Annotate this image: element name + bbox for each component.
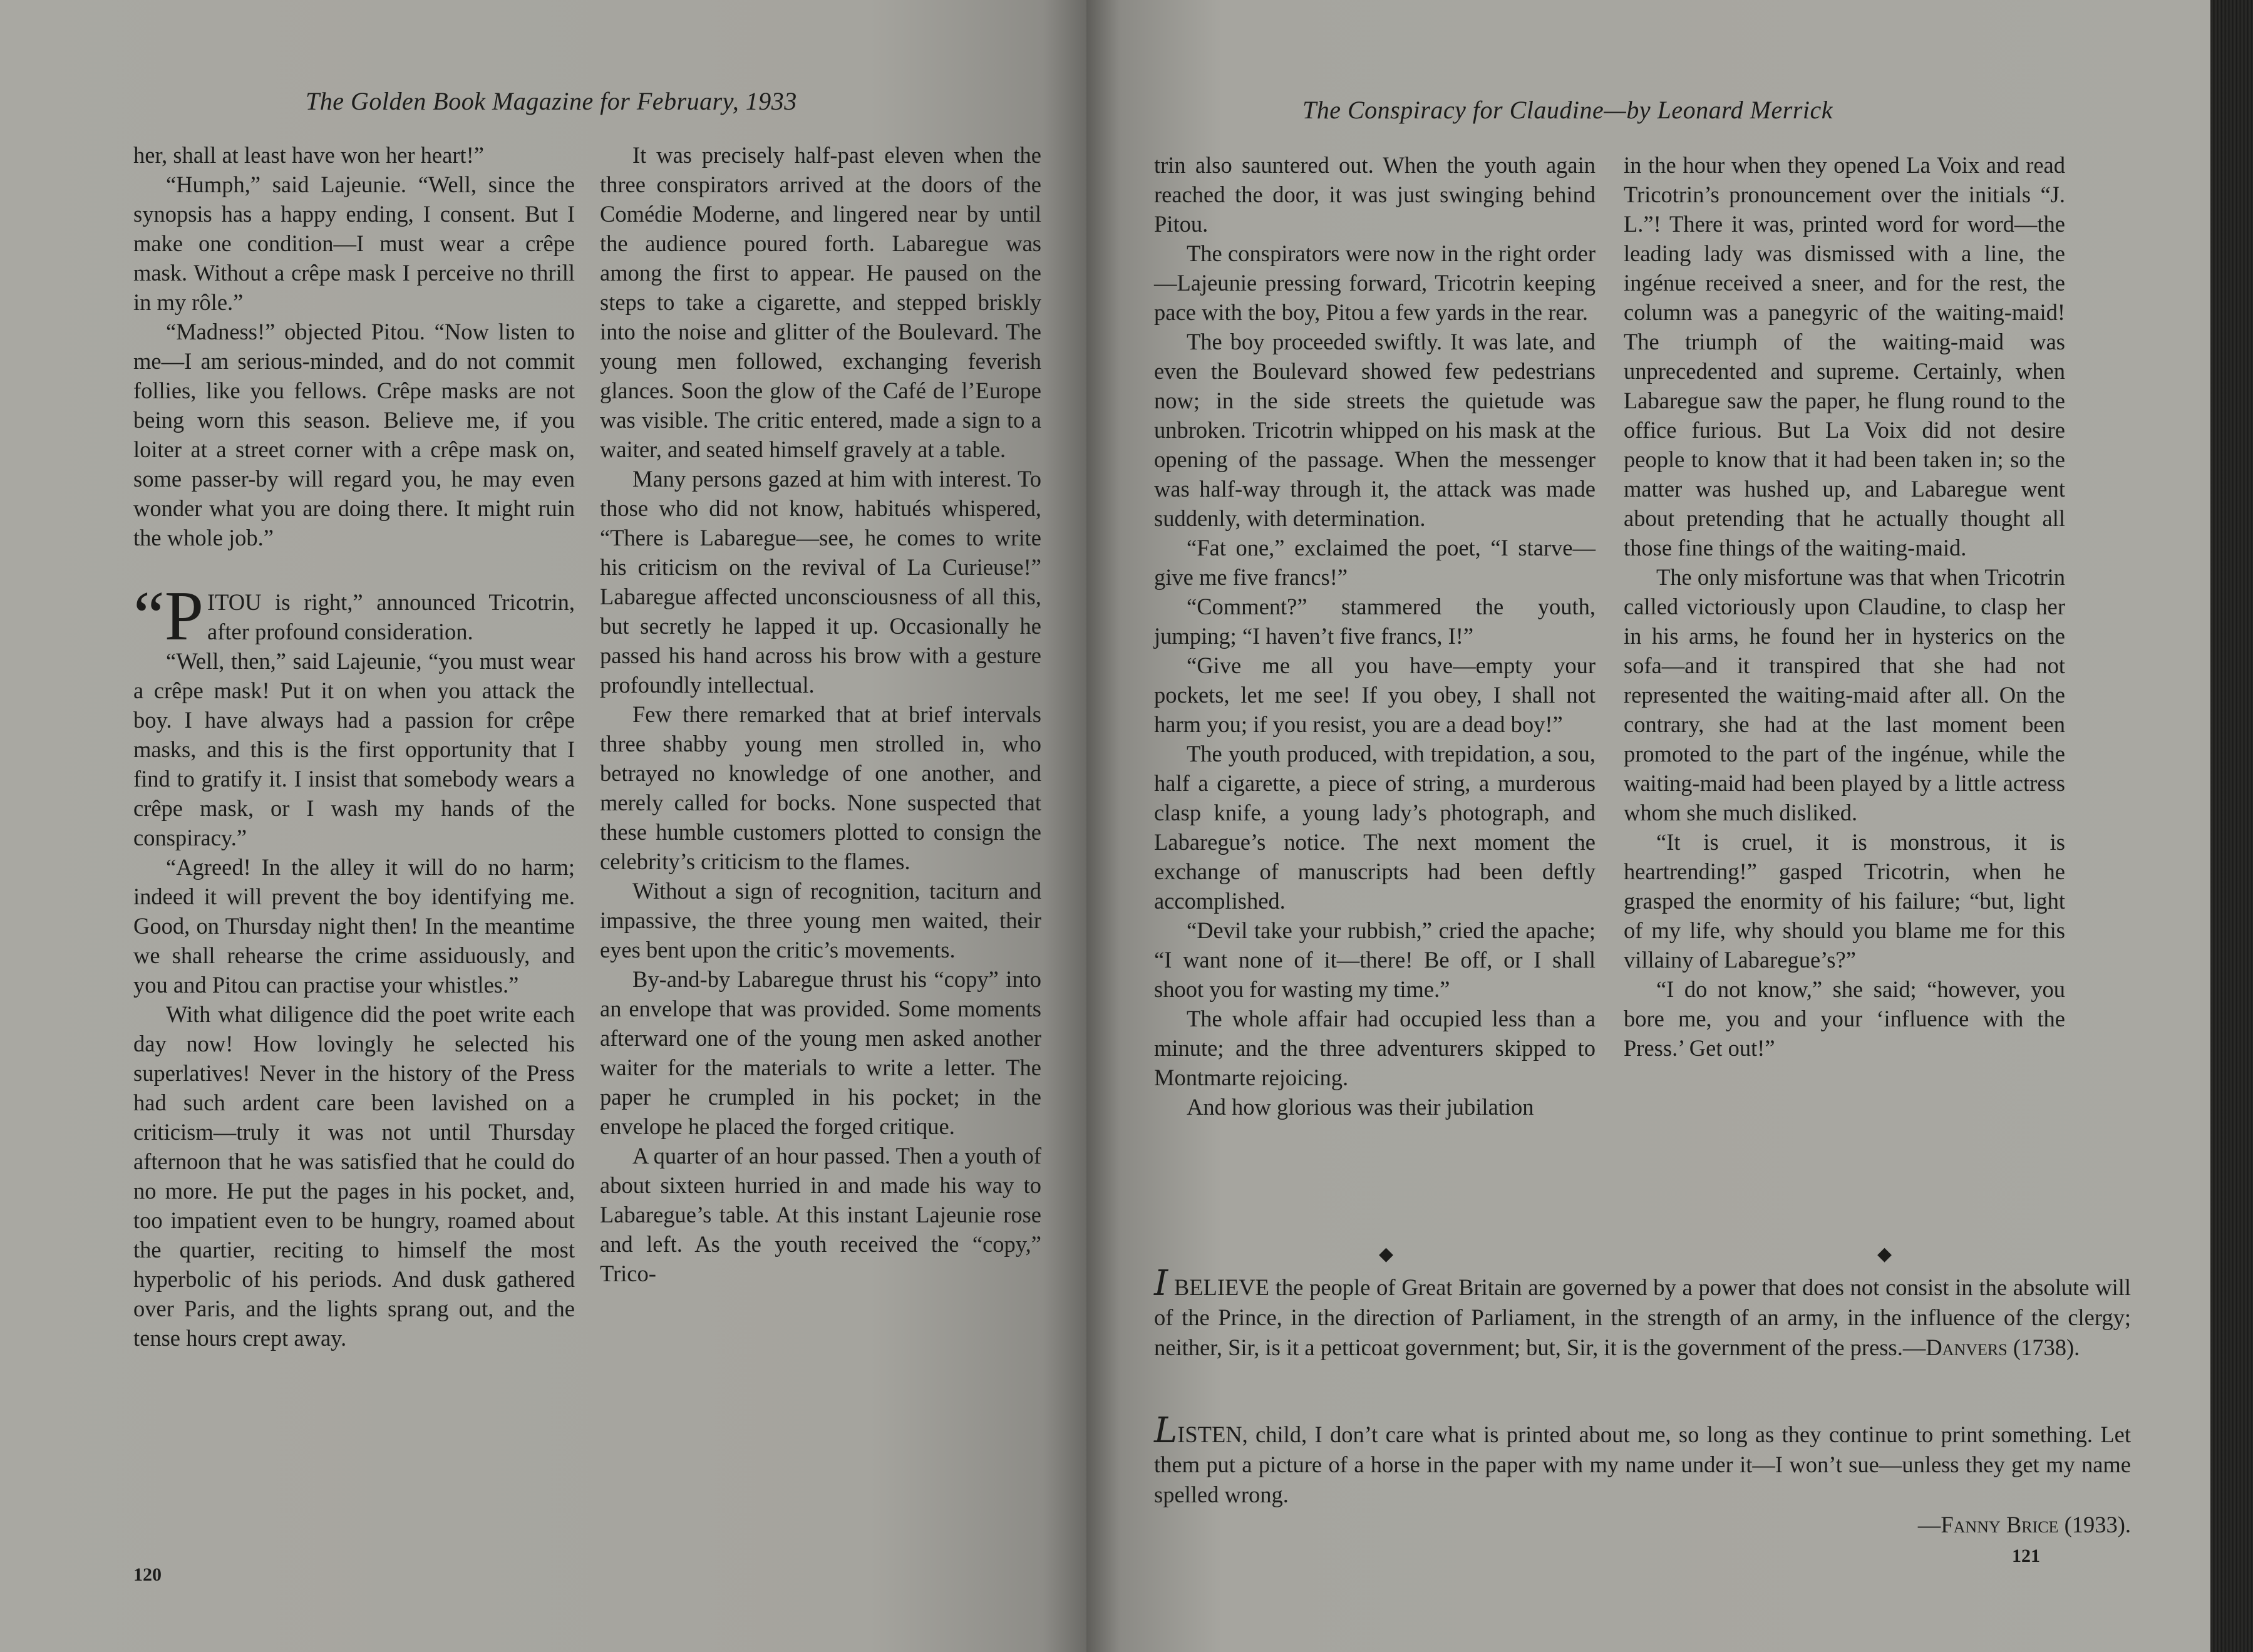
- quote-initial: I: [1154, 1263, 1168, 1304]
- paragraph: The youth produced, with trepidation, a sou, half a cigarette, a piece of string, a murderous clasp knife, a young lady’s photograph, and Labaregue’s notice. The next moment the exchange of manuscripts had been deftly accomplished.: [1154, 741, 1596, 914]
- paragraph: “Fat one,” exclaimed the poet, “I starve—give me five francs!”: [1154, 535, 1596, 590]
- paragraph: “Devil take your rubbish,” cried the apache; “I want none of it—there! Be off, or I shall shoot you for wasting my time.”: [1154, 917, 1596, 1002]
- paragraph-dropcap: [133, 577, 575, 655]
- right-column-1: [1154, 150, 1596, 1122]
- paragraph: “Comment?” stammered the youth, jumping; “I haven’t five francs, I!”: [1154, 594, 1596, 649]
- quote-body: [1154, 1263, 2132, 1363]
- paragraph: “It is cruel, it is monstrous, it is heartrending!” gasped Tricotrin, when he grasped the enormity of his failure; “but, light of my life, why should you blame me for this villainy of Labaregue’s?”: [1624, 829, 2065, 973]
- paragraph: in the hour when they opened La Voix and read Tricotrin’s pronouncement over the initials “J. L.”! There it was, printed word for word—the leading lady was dismissed with a line, the ingénue received a sneer, and for the rest, the column was a panegyric of the waiting-maid! The triumph of the waiting-maid was unprecedented and supreme. Certainly, when Labaregue saw the paper, he flung round to the office furious. But La Voix did not desire people to know that it had been taken in; so the matter was hushed up, and Labaregue went about pretending that he actually thought all those fine things of the waiting-maid.: [1624, 152, 2065, 560]
- paragraph: trin also sauntered out. When the youth again reached the door, it was just swinging behind Pitou.: [1154, 152, 1596, 237]
- quote-initial: L: [1154, 1410, 1178, 1451]
- quote-lead: ISTEN,: [1177, 1422, 1248, 1447]
- quote-attribution: [1154, 1510, 2131, 1540]
- quote-danvers: [1154, 1263, 2132, 1363]
- paragraph: “Madness!” objected Pitou. “Now listen to me—I am serious-minded, and do not commit follies, like you fellows. Crêpe masks are not being worn this season. Believe me, if you loiter at a street corner with a crêpe mask on, some passer-by will regard you, he may even wonder what you are doing there. It might ruin the whole job.”: [133, 319, 575, 550]
- paragraph: By-and-by Labaregue thrust his “copy” into an envelope that was provided. Some moments afterward one of the young men asked another waiter for the materials to write a letter. The paper he crumpled in his pocket; in the envelope he placed the forged critique.: [600, 966, 1041, 1139]
- quote-body: [1154, 1410, 2131, 1510]
- paragraph: “I do not know,” she said; “however, you bore me, you and your ‘influence with the Press.’ Get out!”: [1624, 976, 2065, 1061]
- left-page: [0, 0, 1086, 1652]
- drop-cap: “P: [133, 577, 204, 655]
- paragraph: Few there remarked that at brief intervals three shabby young men strolled in, who betrayed no knowledge of one another, and merely called for bocks. None suspected that these humble customers plotted to consign the celebrity’s criticism to the flames.: [600, 701, 1041, 874]
- paragraph: And how glorious was their jubilation: [1187, 1094, 1534, 1120]
- quote-brice: [1154, 1410, 2131, 1540]
- quote-year: (1933).: [2058, 1512, 2131, 1537]
- page-number-left: 120: [133, 1564, 162, 1585]
- paragraph: The whole affair had occupied less than a minute; and the three adventurers skipped to Montmarte rejoicing.: [1154, 1006, 1596, 1090]
- paragraph: A quarter of an hour passed. Then a youth of about sixteen hurried in and made his way to Labaregue’s table. At this instant Lajeunie rose and left. As the youth received the “copy,” Trico-: [600, 1143, 1041, 1286]
- quote-author: Danvers: [1926, 1335, 2008, 1360]
- paragraph: “Well, then,” said Lajeunie, “you must wear a crêpe mask! Put it on when you attack the boy. I have always had a passion for crêpe masks, and this is the first opportunity that I find to gratify it. I insist that somebody wears a crêpe mask, or I wash my hands of the conspiracy.”: [133, 648, 575, 850]
- quote-text: child, I don’t care what is printed about me, so long as they continue to print something. Let them put a picture of a horse in the paper with my name under it—I won’t sue—unless they get my name spelled wrong.: [1154, 1422, 2131, 1507]
- paragraph: Without a sign of recognition, taciturn and impassive, the three young men waited, their eyes bent upon the critic’s movements.: [600, 878, 1041, 963]
- quote-author: —Fanny Brice: [1917, 1512, 2059, 1537]
- paragraph: “Humph,” said Lajeunie. “Well, since the synopsis has a happy ending, I consent. But I make one condition—I must wear a crêpe mask. Without a crêpe mask I perceive no thrill in my rôle.”: [133, 172, 575, 315]
- running-header-right: The Conspiracy for Claudine—by Leonard Merrick: [1302, 96, 1833, 124]
- paragraph: “Agreed! In the alley it will do no harm; indeed it will prevent the boy identifying me. Good, on Thursday night then! In the meantime we shall rehearse the crime assiduously, and you and Pitou can practise your whistles.”: [133, 854, 575, 998]
- paragraph: It was precisely half-past eleven when the three conspirators arrived at the doors of the Comédie Moderne, and lingered near by until the audience poured forth. Labaregue was among the first to appear. He paused on the steps to take a cigarette, and stepped briskly into the noise and glitter of the Boulevard. The young men followed, exchanging feverish glances. Soon the glow of the Café de l’Europe was visible. The critic entered, made a sign to a waiter, and seated himself gravely at a table.: [600, 142, 1041, 462]
- paragraph: her, shall at least have won her heart!”: [133, 142, 484, 168]
- page-edges: [2210, 0, 2253, 1652]
- page-number-right: 121: [2012, 1546, 2040, 1566]
- quote-year: (1738).: [2007, 1335, 2080, 1360]
- ornament-right: ◆: [1877, 1244, 1892, 1264]
- paragraph: The only misfortune was that when Tricotrin called victoriously upon Claudine, to clasp her in his arms, he found her in hysterics on the sofa—and it transpired that she had not represented the waiting-maid after all. On the contrary, she had at the last moment been promoted to the part of the ingénue, while the waiting-maid had been played by a little actress whom she much disliked.: [1624, 564, 2065, 825]
- ornament-left: ◆: [1379, 1244, 1394, 1264]
- paragraph: The boy proceeded swiftly. It was late, and even the Boulevard showed few pedestrians now; in the side streets the quietude was unbroken. Tricotrin whipped on his mask at the opening of the passage. When the messenger was half-way through it, the attack was made suddenly, with determination.: [1154, 329, 1596, 531]
- paragraph: “Give me all you have—empty your pockets, let me see! If you obey, I shall not harm you; if you resist, you are a dead boy!”: [1154, 653, 1596, 737]
- dropcap-text: ITOU is right,” announced Tricotrin, after profound consideration.: [207, 589, 575, 644]
- right-column-2: [1624, 150, 2065, 1063]
- left-column-1: [133, 140, 575, 1353]
- left-column-2: [600, 140, 1041, 1288]
- paragraph: With what diligence did the poet write each day now! How lovingly he selected his superlatives! Never in the history of the Press had such ardent care been lavished on a criticism—truly it was not until Thursday afternoon that he was satisfied that he could do no more. He put the pages in his pocket, and, too impatient even to be hungry, roamed about the quartier, reciting to himself the most hyperbolic of his periods. And dusk gathered over Paris, and the lights sprang out, and the tense hours crept away.: [133, 1001, 575, 1351]
- quote-lead: BELIEVE: [1173, 1274, 1269, 1300]
- running-header-left: The Golden Book Magazine for February, 1933: [306, 87, 797, 115]
- paragraph: The conspirators were now in the right order—Lajeunie pressing forward, Tricotrin keeping pace with the boy, Pitou a few yards in the rear.: [1154, 240, 1596, 325]
- quote-text: the people of Great Britain are governed by a power that does not consist in the absolute will of the Prince, in the direction of Parliament, in the strength of an army, in the influence of the clergy; neither, Sir, is it a petticoat government; but, Sir, it is the government of the press.—: [1154, 1274, 2132, 1360]
- right-page: [1086, 0, 2210, 1652]
- paragraph: Many persons gazed at him with interest. To those who did not know, habitués whispered, “There is Labaregue—see, he comes to write his criticism on the revival of La Curieuse!” Labaregue affected unconsciousness of all this, but secretly he lapped it up. Occasionally he passed his hand across his brow with a gesture profoundly intellectual.: [600, 466, 1041, 698]
